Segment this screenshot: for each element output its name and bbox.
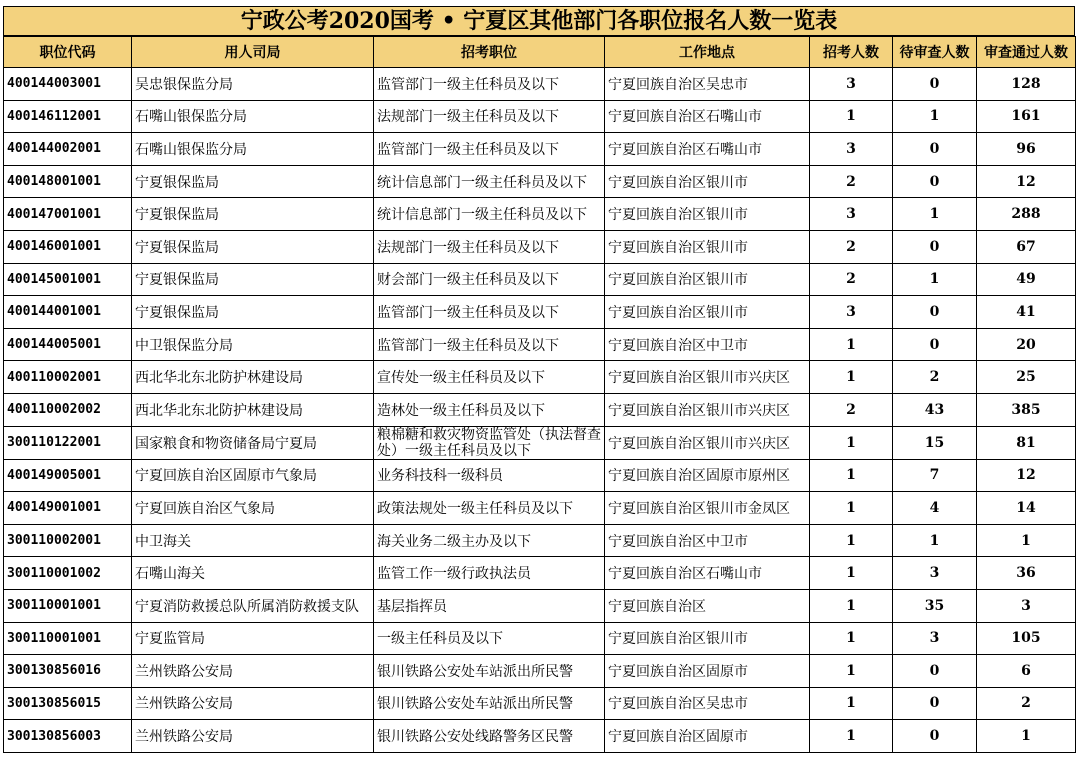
cell-recruit-count: 2 bbox=[810, 230, 893, 263]
cell-position-code: 400145001001 bbox=[4, 263, 132, 296]
cell-department: 吴忠银保监分局 bbox=[132, 68, 374, 101]
cell-position: 政策法规处一级主任科员及以下 bbox=[374, 492, 605, 525]
cell-recruit-count: 3 bbox=[810, 198, 893, 231]
cell-department: 石嘴山海关 bbox=[132, 557, 374, 590]
cell-approved-count: 1 bbox=[977, 720, 1076, 753]
table-row bbox=[4, 524, 1076, 557]
table-row bbox=[4, 655, 1076, 688]
cell-pending-count: 4 bbox=[893, 492, 977, 525]
cell-position-code: 300130856003 bbox=[4, 720, 132, 753]
table-row bbox=[4, 263, 1076, 296]
cell-location: 宁夏回族自治区银川市 bbox=[605, 263, 810, 296]
cell-recruit-count: 2 bbox=[810, 393, 893, 426]
cell-position-code: 300110122001 bbox=[4, 426, 132, 459]
cell-location: 宁夏回族自治区固原市原州区 bbox=[605, 459, 810, 492]
cell-recruit-count: 1 bbox=[810, 655, 893, 688]
cell-location: 宁夏回族自治区石嘴山市 bbox=[605, 133, 810, 166]
cell-department: 宁夏银保监局 bbox=[132, 198, 374, 231]
table-row bbox=[4, 198, 1076, 231]
cell-location: 宁夏回族自治区吴忠市 bbox=[605, 68, 810, 101]
cell-position-code: 400144002001 bbox=[4, 133, 132, 166]
header-recruit-count: 招考人数 bbox=[810, 37, 893, 68]
cell-pending-count: 3 bbox=[893, 557, 977, 590]
table-row bbox=[4, 589, 1076, 622]
cell-location: 宁夏回族自治区银川市兴庆区 bbox=[605, 393, 810, 426]
cell-position: 统计信息部门一级主任科员及以下 bbox=[374, 198, 605, 231]
cell-department: 宁夏银保监局 bbox=[132, 230, 374, 263]
cell-pending-count: 15 bbox=[893, 426, 977, 459]
cell-approved-count: 288 bbox=[977, 198, 1076, 231]
cell-pending-count: 1 bbox=[893, 100, 977, 133]
table-row bbox=[4, 328, 1076, 361]
cell-position-code: 400110002001 bbox=[4, 361, 132, 394]
cell-approved-count: 41 bbox=[977, 296, 1076, 329]
table-row bbox=[4, 687, 1076, 720]
cell-location: 宁夏回族自治区银川市兴庆区 bbox=[605, 361, 810, 394]
cell-recruit-count: 1 bbox=[810, 426, 893, 459]
table-row bbox=[4, 68, 1076, 101]
cell-approved-count: 12 bbox=[977, 459, 1076, 492]
registration-table bbox=[3, 36, 1076, 753]
cell-recruit-count: 2 bbox=[810, 165, 893, 198]
cell-approved-count: 20 bbox=[977, 328, 1076, 361]
cell-position-code: 400148001001 bbox=[4, 165, 132, 198]
table-row bbox=[4, 622, 1076, 655]
cell-location: 宁夏回族自治区石嘴山市 bbox=[605, 557, 810, 590]
cell-recruit-count: 3 bbox=[810, 68, 893, 101]
cell-approved-count: 96 bbox=[977, 133, 1076, 166]
cell-pending-count: 0 bbox=[893, 165, 977, 198]
table-row bbox=[4, 459, 1076, 492]
cell-department: 宁夏回族自治区固原市气象局 bbox=[132, 459, 374, 492]
cell-position-code: 400146001001 bbox=[4, 230, 132, 263]
cell-position: 监管部门一级主任科员及以下 bbox=[374, 328, 605, 361]
sheet bbox=[3, 6, 1075, 753]
cell-recruit-count: 2 bbox=[810, 263, 893, 296]
cell-position: 财会部门一级主任科员及以下 bbox=[374, 263, 605, 296]
cell-approved-count: 128 bbox=[977, 68, 1076, 101]
table-row bbox=[4, 230, 1076, 263]
header-position: 招考职位 bbox=[374, 37, 605, 68]
cell-department: 西北华北东北防护林建设局 bbox=[132, 393, 374, 426]
cell-department: 宁夏银保监局 bbox=[132, 296, 374, 329]
cell-department: 石嘴山银保监分局 bbox=[132, 133, 374, 166]
cell-pending-count: 0 bbox=[893, 720, 977, 753]
cell-recruit-count: 1 bbox=[810, 492, 893, 525]
cell-position: 统计信息部门一级主任科员及以下 bbox=[374, 165, 605, 198]
cell-department: 中卫海关 bbox=[132, 524, 374, 557]
cell-approved-count: 36 bbox=[977, 557, 1076, 590]
cell-position: 法规部门一级主任科员及以下 bbox=[374, 230, 605, 263]
header-position-code: 职位代码 bbox=[4, 37, 132, 68]
cell-pending-count: 1 bbox=[893, 524, 977, 557]
cell-position: 银川铁路公安处车站派出所民警 bbox=[374, 687, 605, 720]
cell-recruit-count: 3 bbox=[810, 296, 893, 329]
cell-location: 宁夏回族自治区银川市 bbox=[605, 165, 810, 198]
cell-position-code: 400149005001 bbox=[4, 459, 132, 492]
cell-position-code: 300110001001 bbox=[4, 622, 132, 655]
cell-position-code: 400147001001 bbox=[4, 198, 132, 231]
cell-position: 法规部门一级主任科员及以下 bbox=[374, 100, 605, 133]
cell-position: 宣传处一级主任科员及以下 bbox=[374, 361, 605, 394]
cell-pending-count: 0 bbox=[893, 68, 977, 101]
table-row bbox=[4, 361, 1076, 394]
cell-position-code: 300110001002 bbox=[4, 557, 132, 590]
cell-department: 西北华北东北防护林建设局 bbox=[132, 361, 374, 394]
cell-approved-count: 6 bbox=[977, 655, 1076, 688]
cell-approved-count: 3 bbox=[977, 589, 1076, 622]
cell-department: 宁夏银保监局 bbox=[132, 263, 374, 296]
cell-position-code: 300130856016 bbox=[4, 655, 132, 688]
cell-pending-count: 43 bbox=[893, 393, 977, 426]
cell-position: 银川铁路公安处车站派出所民警 bbox=[374, 655, 605, 688]
cell-department: 宁夏监管局 bbox=[132, 622, 374, 655]
cell-department: 宁夏回族自治区气象局 bbox=[132, 492, 374, 525]
cell-location: 宁夏回族自治区吴忠市 bbox=[605, 687, 810, 720]
cell-location: 宁夏回族自治区银川市 bbox=[605, 230, 810, 263]
cell-location: 宁夏回族自治区银川市 bbox=[605, 198, 810, 231]
cell-recruit-count: 1 bbox=[810, 687, 893, 720]
cell-pending-count: 1 bbox=[893, 198, 977, 231]
cell-position-code: 400144001001 bbox=[4, 296, 132, 329]
cell-position-code: 400144005001 bbox=[4, 328, 132, 361]
cell-pending-count: 0 bbox=[893, 296, 977, 329]
cell-position-code: 400144003001 bbox=[4, 68, 132, 101]
cell-location: 宁夏回族自治区 bbox=[605, 589, 810, 622]
cell-position: 银川铁路公安处线路警务区民警 bbox=[374, 720, 605, 753]
cell-position: 监管部门一级主任科员及以下 bbox=[374, 68, 605, 101]
cell-approved-count: 25 bbox=[977, 361, 1076, 394]
cell-location: 宁夏回族自治区中卫市 bbox=[605, 524, 810, 557]
cell-approved-count: 49 bbox=[977, 263, 1076, 296]
cell-position: 粮棉糖和救灾物资监管处（执法督查处）一级主任科员及以下 bbox=[374, 426, 605, 459]
cell-position-code: 300110002001 bbox=[4, 524, 132, 557]
cell-recruit-count: 3 bbox=[810, 133, 893, 166]
table-row bbox=[4, 557, 1076, 590]
cell-location: 宁夏回族自治区银川市金凤区 bbox=[605, 492, 810, 525]
cell-position-code: 400149001001 bbox=[4, 492, 132, 525]
cell-department: 石嘴山银保监分局 bbox=[132, 100, 374, 133]
table-title: 宁政公考2020国考 • 宁夏区其他部门各职位报名人数一览表 bbox=[3, 6, 1075, 36]
cell-position-code: 300130856015 bbox=[4, 687, 132, 720]
table-row bbox=[4, 426, 1076, 459]
table-row bbox=[4, 165, 1076, 198]
table-row bbox=[4, 393, 1076, 426]
cell-pending-count: 35 bbox=[893, 589, 977, 622]
cell-approved-count: 67 bbox=[977, 230, 1076, 263]
cell-department: 国家粮食和物资储备局宁夏局 bbox=[132, 426, 374, 459]
cell-approved-count: 12 bbox=[977, 165, 1076, 198]
cell-pending-count: 3 bbox=[893, 622, 977, 655]
cell-department: 兰州铁路公安局 bbox=[132, 655, 374, 688]
header-pending-count: 待审查人数 bbox=[893, 37, 977, 68]
cell-position-code: 300110001001 bbox=[4, 589, 132, 622]
cell-approved-count: 2 bbox=[977, 687, 1076, 720]
cell-approved-count: 81 bbox=[977, 426, 1076, 459]
cell-position: 一级主任科员及以下 bbox=[374, 622, 605, 655]
cell-position: 基层指挥员 bbox=[374, 589, 605, 622]
cell-position: 业务科技科一级科员 bbox=[374, 459, 605, 492]
cell-pending-count: 1 bbox=[893, 263, 977, 296]
cell-recruit-count: 1 bbox=[810, 100, 893, 133]
cell-location: 宁夏回族自治区银川市 bbox=[605, 622, 810, 655]
cell-position: 监管部门一级主任科员及以下 bbox=[374, 296, 605, 329]
cell-location: 宁夏回族自治区银川市兴庆区 bbox=[605, 426, 810, 459]
cell-pending-count: 0 bbox=[893, 328, 977, 361]
cell-position-code: 400110002002 bbox=[4, 393, 132, 426]
cell-pending-count: 0 bbox=[893, 230, 977, 263]
table-row bbox=[4, 100, 1076, 133]
cell-location: 宁夏回族自治区银川市 bbox=[605, 296, 810, 329]
cell-recruit-count: 1 bbox=[810, 589, 893, 622]
table-row bbox=[4, 492, 1076, 525]
cell-department: 宁夏银保监局 bbox=[132, 165, 374, 198]
cell-location: 宁夏回族自治区石嘴山市 bbox=[605, 100, 810, 133]
cell-approved-count: 385 bbox=[977, 393, 1076, 426]
table-row bbox=[4, 296, 1076, 329]
header-approved-count: 审查通过人数 bbox=[977, 37, 1076, 68]
cell-position: 监管工作一级行政执法员 bbox=[374, 557, 605, 590]
cell-department: 宁夏消防救援总队所属消防救援支队 bbox=[132, 589, 374, 622]
cell-location: 宁夏回族自治区固原市 bbox=[605, 655, 810, 688]
header-location: 工作地点 bbox=[605, 37, 810, 68]
cell-recruit-count: 1 bbox=[810, 459, 893, 492]
cell-pending-count: 0 bbox=[893, 687, 977, 720]
table-row bbox=[4, 720, 1076, 753]
cell-approved-count: 1 bbox=[977, 524, 1076, 557]
cell-location: 宁夏回族自治区中卫市 bbox=[605, 328, 810, 361]
cell-department: 兰州铁路公安局 bbox=[132, 720, 374, 753]
header-department: 用人司局 bbox=[132, 37, 374, 68]
cell-recruit-count: 1 bbox=[810, 622, 893, 655]
cell-recruit-count: 1 bbox=[810, 557, 893, 590]
cell-recruit-count: 1 bbox=[810, 361, 893, 394]
cell-position: 造林处一级主任科员及以下 bbox=[374, 393, 605, 426]
cell-position: 海关业务二级主办及以下 bbox=[374, 524, 605, 557]
table-row bbox=[4, 133, 1076, 166]
cell-pending-count: 2 bbox=[893, 361, 977, 394]
cell-position-code: 400146112001 bbox=[4, 100, 132, 133]
cell-position: 监管部门一级主任科员及以下 bbox=[374, 133, 605, 166]
cell-approved-count: 105 bbox=[977, 622, 1076, 655]
cell-approved-count: 14 bbox=[977, 492, 1076, 525]
cell-location: 宁夏回族自治区固原市 bbox=[605, 720, 810, 753]
cell-recruit-count: 1 bbox=[810, 720, 893, 753]
cell-pending-count: 0 bbox=[893, 133, 977, 166]
cell-pending-count: 0 bbox=[893, 655, 977, 688]
header-row bbox=[4, 37, 1076, 68]
cell-pending-count: 7 bbox=[893, 459, 977, 492]
cell-recruit-count: 1 bbox=[810, 524, 893, 557]
cell-approved-count: 161 bbox=[977, 100, 1076, 133]
cell-recruit-count: 1 bbox=[810, 328, 893, 361]
cell-department: 中卫银保监分局 bbox=[132, 328, 374, 361]
cell-department: 兰州铁路公安局 bbox=[132, 687, 374, 720]
